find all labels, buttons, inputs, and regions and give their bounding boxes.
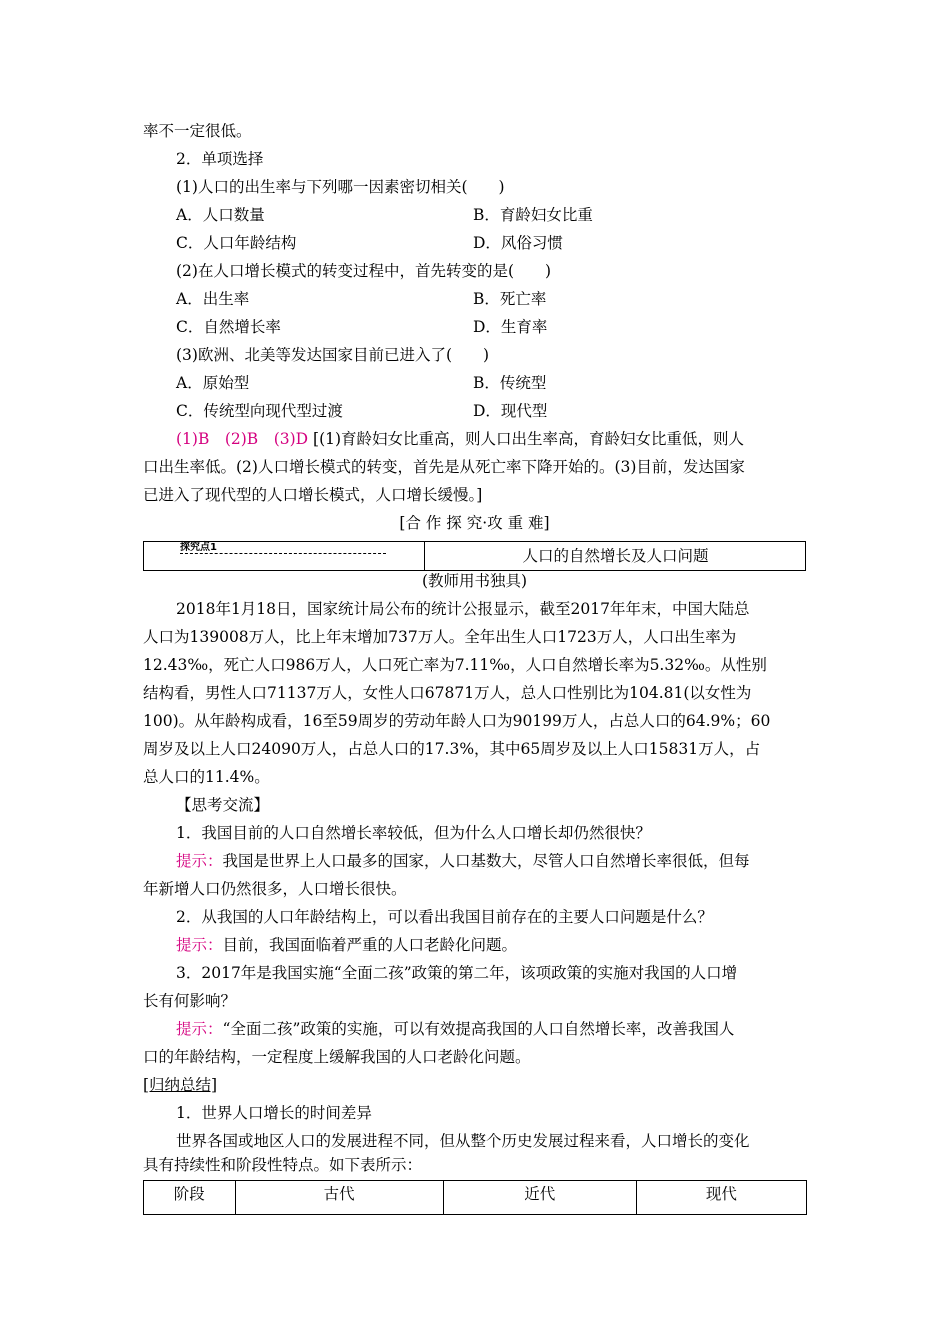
think-title: 【思考交流】 [176, 796, 270, 814]
q1-option-b: B．育龄妇女比重 [473, 206, 593, 224]
q2-option-c: C．自然增长率 [176, 318, 281, 336]
question-3-stem: (3)欧洲、北美等发达国家目前已进入了( ) [176, 346, 490, 364]
header-ancient: 古代 [235, 1181, 443, 1215]
think-question-1: 1．我国目前的人口自然增长率较低，但为什么人口增长却仍然很快？ [176, 824, 651, 842]
think-answer-1-text: 我国是世界上人口最多的国家，人口基数大，尽管人口自然增长率很低，但每 [222, 852, 750, 870]
body-line-6: 周岁及以上人口24090万人，占总人口的17.3%，其中65周岁及以上人口15831万人，占 [143, 740, 761, 758]
q1-option-c: C．人口年龄结构 [176, 234, 297, 252]
think-answer-1 [176, 851, 750, 871]
q3-option-a: A．原始型 [176, 374, 250, 392]
body-line-4: 结构看，男性人口71137万人，女性人口67871万人，总人口性别比为104.81(以女性为 [143, 684, 752, 702]
think-answer-3-cont: 口的年龄结构，一定程度上缓解我国的人口老龄化问题。 [143, 1048, 531, 1066]
header-modern: 现代 [636, 1181, 806, 1215]
answer-key: (1)B (2)B (3)D [176, 430, 309, 448]
answer-explanation-2: 口出生率低。(2)人口增长模式的转变，首先是从死亡率下降开始的。(3)目前，发达国家 [143, 458, 745, 476]
q1-option-a: A．人口数量 [176, 206, 265, 224]
think-question-2: 2．从我国的人口年龄结构上，可以看出我国目前存在的主要人口问题是什么？ [176, 908, 713, 926]
body-line-5: 100)。从年龄构成看，16至59周岁的劳动年龄人口为90199万人，占总人口的64.9%；60 [143, 712, 771, 730]
body-line-1: 2018年1月18日，国家统计局公布的统计公报显示，截至2017年年末，中国大陆总 [176, 600, 750, 618]
tag-divider [180, 553, 386, 554]
header-early-modern: 近代 [443, 1181, 636, 1215]
think-question-3-cont: 长有何影响？ [143, 992, 237, 1010]
q3-option-d: D．现代型 [473, 402, 548, 420]
think-answer-2-text: 目前，我国面临着严重的人口老龄化问题。 [222, 936, 518, 954]
think-answer-3-text: “全面二孩”政策的实施，可以有效提高我国的人口自然增长率，改善我国人 [222, 1020, 735, 1038]
summary-title: [归纳总结] [143, 1076, 218, 1094]
body-line-2: 人口为139008万人，比上年末增加737万人。全年出生人口1723万人，人口出生率为 [143, 628, 737, 646]
section-heading: [合 作 探 究·攻 重 难] [399, 514, 550, 532]
think-answer-1-cont: 年新增人口仍然很多，人口增长很快。 [143, 880, 407, 898]
think-answer-3 [176, 1019, 734, 1039]
answer-explanation-3: 已进入了现代型的人口增长模式，人口增长缓慢。] [143, 486, 483, 504]
think-question-3: 3．2017年是我国实施“全面二孩”政策的第二年，该项政策的实施对我国的人口增 [176, 964, 738, 982]
body-line-7: 总人口的11.4%。 [143, 768, 270, 786]
topic-box [143, 541, 806, 571]
q3-option-b: B．传统型 [473, 374, 547, 392]
teacher-note: (教师用书独具) [421, 572, 528, 590]
continued-line: 率不一定很低。 [143, 122, 252, 140]
think-answer-2 [176, 935, 517, 955]
summary-item-1: 1．世界人口增长的时间差异 [176, 1104, 372, 1122]
q2-option-d: D．生育率 [473, 318, 548, 336]
hint-label: 提示： [176, 852, 223, 870]
summary-para-1: 世界各国或地区人口的发展进程不同，但从整个历史发展过程来看，人口增长的变化 [176, 1132, 750, 1150]
topic-title: 人口的自然增长及人口问题 [522, 547, 709, 565]
topic-tag: 探究点1 [180, 542, 217, 553]
answer-explanation-1: [(1)育龄妇女比重高，则人口出生率高，育龄妇女比重低，则人 [313, 430, 745, 448]
question-section-title: 2．单项选择 [176, 150, 264, 168]
answer-line [176, 429, 744, 449]
q3-option-c: C．传统型向现代型过渡 [176, 402, 343, 420]
header-stage: 阶段 [144, 1181, 236, 1215]
hint-label: 提示： [176, 1020, 223, 1038]
question-2-stem: (2)在人口增长模式的转变过程中，首先转变的是( ) [176, 262, 552, 280]
question-1-stem: (1)人口的出生率与下列哪一因素密切相关( ) [176, 178, 505, 196]
body-line-3: 12.43‰，死亡人口986万人，人口死亡率为7.11‰，人口自然增长率为5.32‰。从性别 [143, 656, 767, 674]
table-row [144, 1181, 807, 1215]
q2-option-a: A．出生率 [176, 290, 250, 308]
q1-option-d: D．风俗习惯 [473, 234, 563, 252]
summary-para-2: 具有持续性和阶段性特点。如下表所示： [143, 1156, 423, 1174]
stage-table [143, 1180, 807, 1215]
q2-option-b: B．死亡率 [473, 290, 547, 308]
hint-label: 提示： [176, 936, 223, 954]
